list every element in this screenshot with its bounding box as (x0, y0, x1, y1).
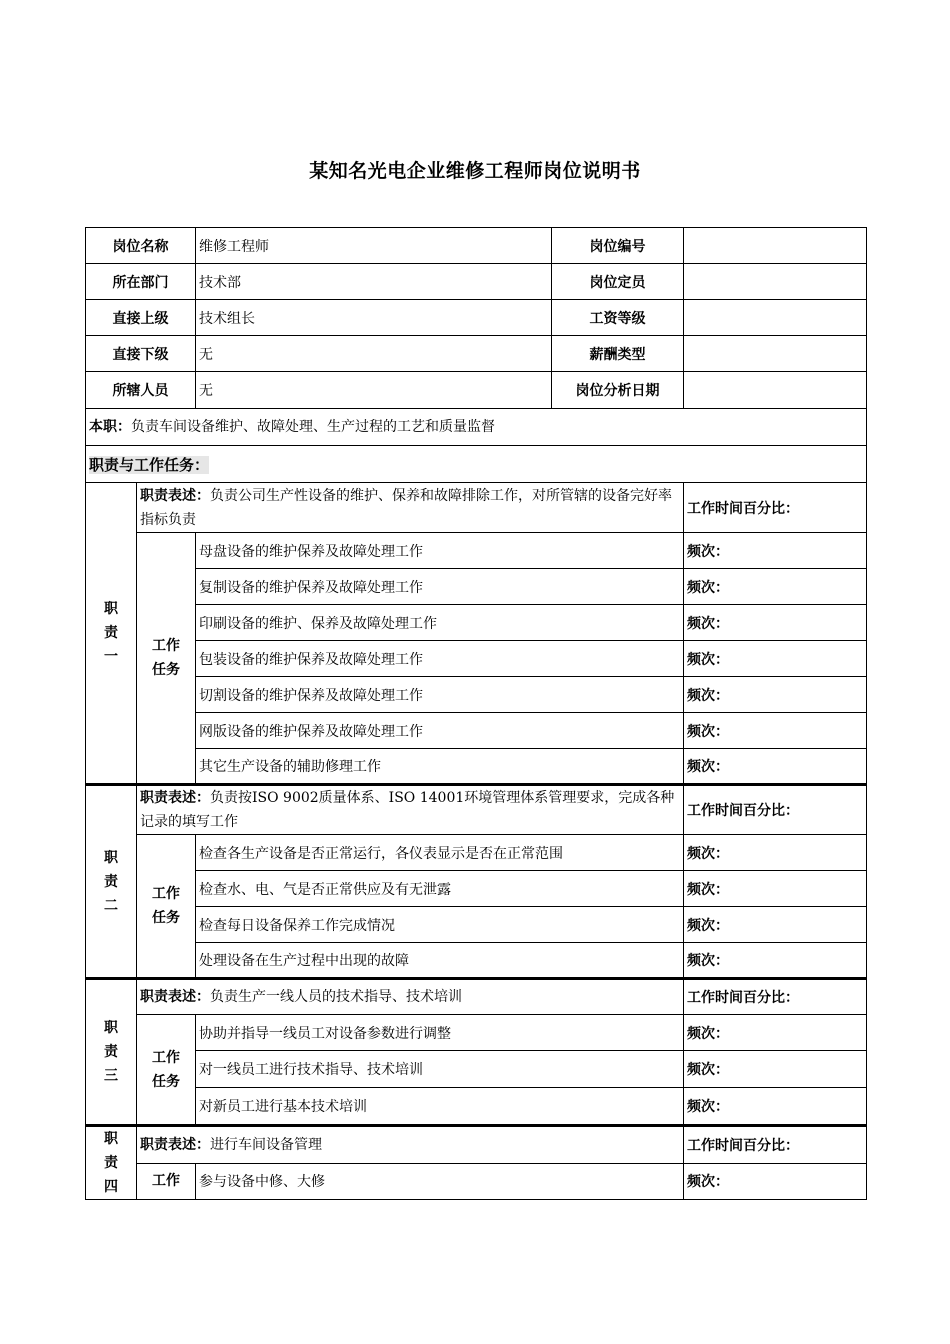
duty-2-name: 职责二 (86, 785, 137, 979)
task-text: 检查每日设备保养工作完成情况 (196, 907, 684, 943)
task-text: 协助并指导一线员工对设备参数进行调整 (196, 1015, 684, 1051)
task-text: 检查水、电、气是否正常供应及有无泄露 (196, 871, 684, 907)
task-frequency: 频次： (684, 677, 867, 713)
info-row (86, 300, 867, 336)
info-row (86, 336, 867, 372)
supervisor-value: 技术组长 (196, 300, 552, 336)
job-description-table (85, 227, 867, 1200)
task-frequency: 频次： (684, 749, 867, 785)
subordinate-value: 无 (196, 336, 552, 372)
task-frequency: 频次： (684, 533, 867, 569)
task-text: 切割设备的维护保养及故障处理工作 (196, 677, 684, 713)
info-row (86, 228, 867, 264)
pay-type-value (684, 336, 867, 372)
duties-header-row (86, 446, 867, 483)
department-value: 技术部 (196, 264, 552, 300)
task-row (86, 1163, 867, 1200)
duty-4-task-label: 工作 (137, 1163, 196, 1200)
duty-4-name: 职责四 (86, 1126, 137, 1200)
task-frequency: 频次： (684, 1088, 867, 1126)
task-row (86, 641, 867, 677)
position-code-value (684, 228, 867, 264)
core-duty-row (86, 409, 867, 446)
task-frequency: 频次： (684, 1015, 867, 1051)
duty-desc-row (86, 979, 867, 1015)
task-row (86, 1015, 867, 1051)
info-row (86, 264, 867, 300)
task-frequency: 频次： (684, 943, 867, 979)
task-row (86, 1051, 867, 1088)
task-frequency: 频次： (684, 605, 867, 641)
duty-3-task-label: 工作任务 (137, 1015, 196, 1126)
task-row (86, 713, 867, 749)
task-row (86, 1088, 867, 1126)
task-text: 包装设备的维护保养及故障处理工作 (196, 641, 684, 677)
task-frequency: 频次： (684, 569, 867, 605)
task-frequency: 频次： (684, 641, 867, 677)
task-text: 网版设备的维护保养及故障处理工作 (196, 713, 684, 749)
duty-3-desc: 负责生产一线人员的技术指导、技术培训 (210, 989, 462, 1005)
duty-4-percent-label: 工作时间百分比： (684, 1126, 867, 1164)
task-frequency: 频次： (684, 713, 867, 749)
task-frequency: 频次： (684, 871, 867, 907)
staff-label: 所辖人员 (86, 372, 196, 409)
task-frequency: 频次： (684, 835, 867, 871)
task-text: 母盘设备的维护保养及故障处理工作 (196, 533, 684, 569)
core-duty-text: 负责车间设备维护、故障处理、生产过程的工艺和质量监督 (131, 419, 495, 435)
position-name-value: 维修工程师 (196, 228, 552, 264)
duty-desc-row (86, 483, 867, 533)
core-duty-label: 本职： (89, 419, 131, 435)
position-name-label: 岗位名称 (86, 228, 196, 264)
department-label: 所在部门 (86, 264, 196, 300)
duty-1-name: 职责一 (86, 483, 137, 785)
task-text: 其它生产设备的辅助修理工作 (196, 749, 684, 785)
task-row (86, 749, 867, 785)
task-text: 检查各生产设备是否正常运行，各仪表显示是否在正常范围 (196, 835, 684, 871)
duty-3-desc-label: 职责表述： (140, 989, 210, 1005)
duty-4-desc: 进行车间设备管理 (210, 1136, 322, 1153)
task-text: 对一线员工进行技术指导、技术培训 (196, 1051, 684, 1088)
task-row (86, 677, 867, 713)
task-row (86, 835, 867, 871)
task-row (86, 907, 867, 943)
task-row (86, 871, 867, 907)
duty-1-desc: 负责公司生产性设备的维护、保养和故障排除工作，对所管辖的设备完好率指标负责 (140, 487, 672, 528)
headcount-label: 岗位定员 (552, 264, 684, 300)
task-row (86, 943, 867, 979)
duty-4-desc-label: 职责表述： (140, 1136, 210, 1153)
position-code-label: 岗位编号 (552, 228, 684, 264)
duty-1-percent-label: 工作时间百分比： (684, 483, 867, 533)
duty-1-task-label: 工作任务 (137, 533, 196, 785)
info-row (86, 372, 867, 409)
task-frequency: 频次： (684, 1163, 867, 1200)
supervisor-label: 直接上级 (86, 300, 196, 336)
task-frequency: 频次： (684, 907, 867, 943)
headcount-value (684, 264, 867, 300)
duties-header: 职责与工作任务： (89, 455, 210, 474)
page-title: 某知名光电企业维修工程师岗位说明书 (309, 160, 641, 182)
task-text: 参与设备中修、大修 (196, 1163, 684, 1200)
subordinate-label: 直接下级 (86, 336, 196, 372)
duty-2-percent-label: 工作时间百分比： (684, 785, 867, 835)
salary-grade-label: 工资等级 (552, 300, 684, 336)
duty-3-name: 职责三 (86, 979, 137, 1126)
salary-grade-value (684, 300, 867, 336)
task-row (86, 533, 867, 569)
duty-desc-row (86, 1126, 867, 1164)
staff-value: 无 (196, 372, 552, 409)
analysis-date-label: 岗位分析日期 (552, 372, 684, 409)
task-row (86, 605, 867, 641)
task-text: 复制设备的维护保养及故障处理工作 (196, 569, 684, 605)
task-text: 印刷设备的维护、保养及故障处理工作 (196, 605, 684, 641)
pay-type-label: 薪酬类型 (552, 336, 684, 372)
task-text: 对新员工进行基本技术培训 (196, 1088, 684, 1126)
task-text: 处理设备在生产过程中出现的故障 (196, 943, 684, 979)
duty-3-percent-label: 工作时间百分比： (684, 979, 867, 1015)
task-row (86, 569, 867, 605)
duty-2-desc: 负责按ISO 9002质量体系、ISO 14001环境管理体系管理要求，完成各种记录的填写工作 (140, 790, 675, 830)
duty-2-desc-label: 职责表述： (140, 790, 210, 806)
duty-1-desc-label: 职责表述： (140, 487, 210, 504)
duty-desc-row (86, 785, 867, 835)
task-frequency: 频次： (684, 1051, 867, 1088)
analysis-date-value (684, 372, 867, 409)
duty-2-task-label: 工作任务 (137, 835, 196, 979)
